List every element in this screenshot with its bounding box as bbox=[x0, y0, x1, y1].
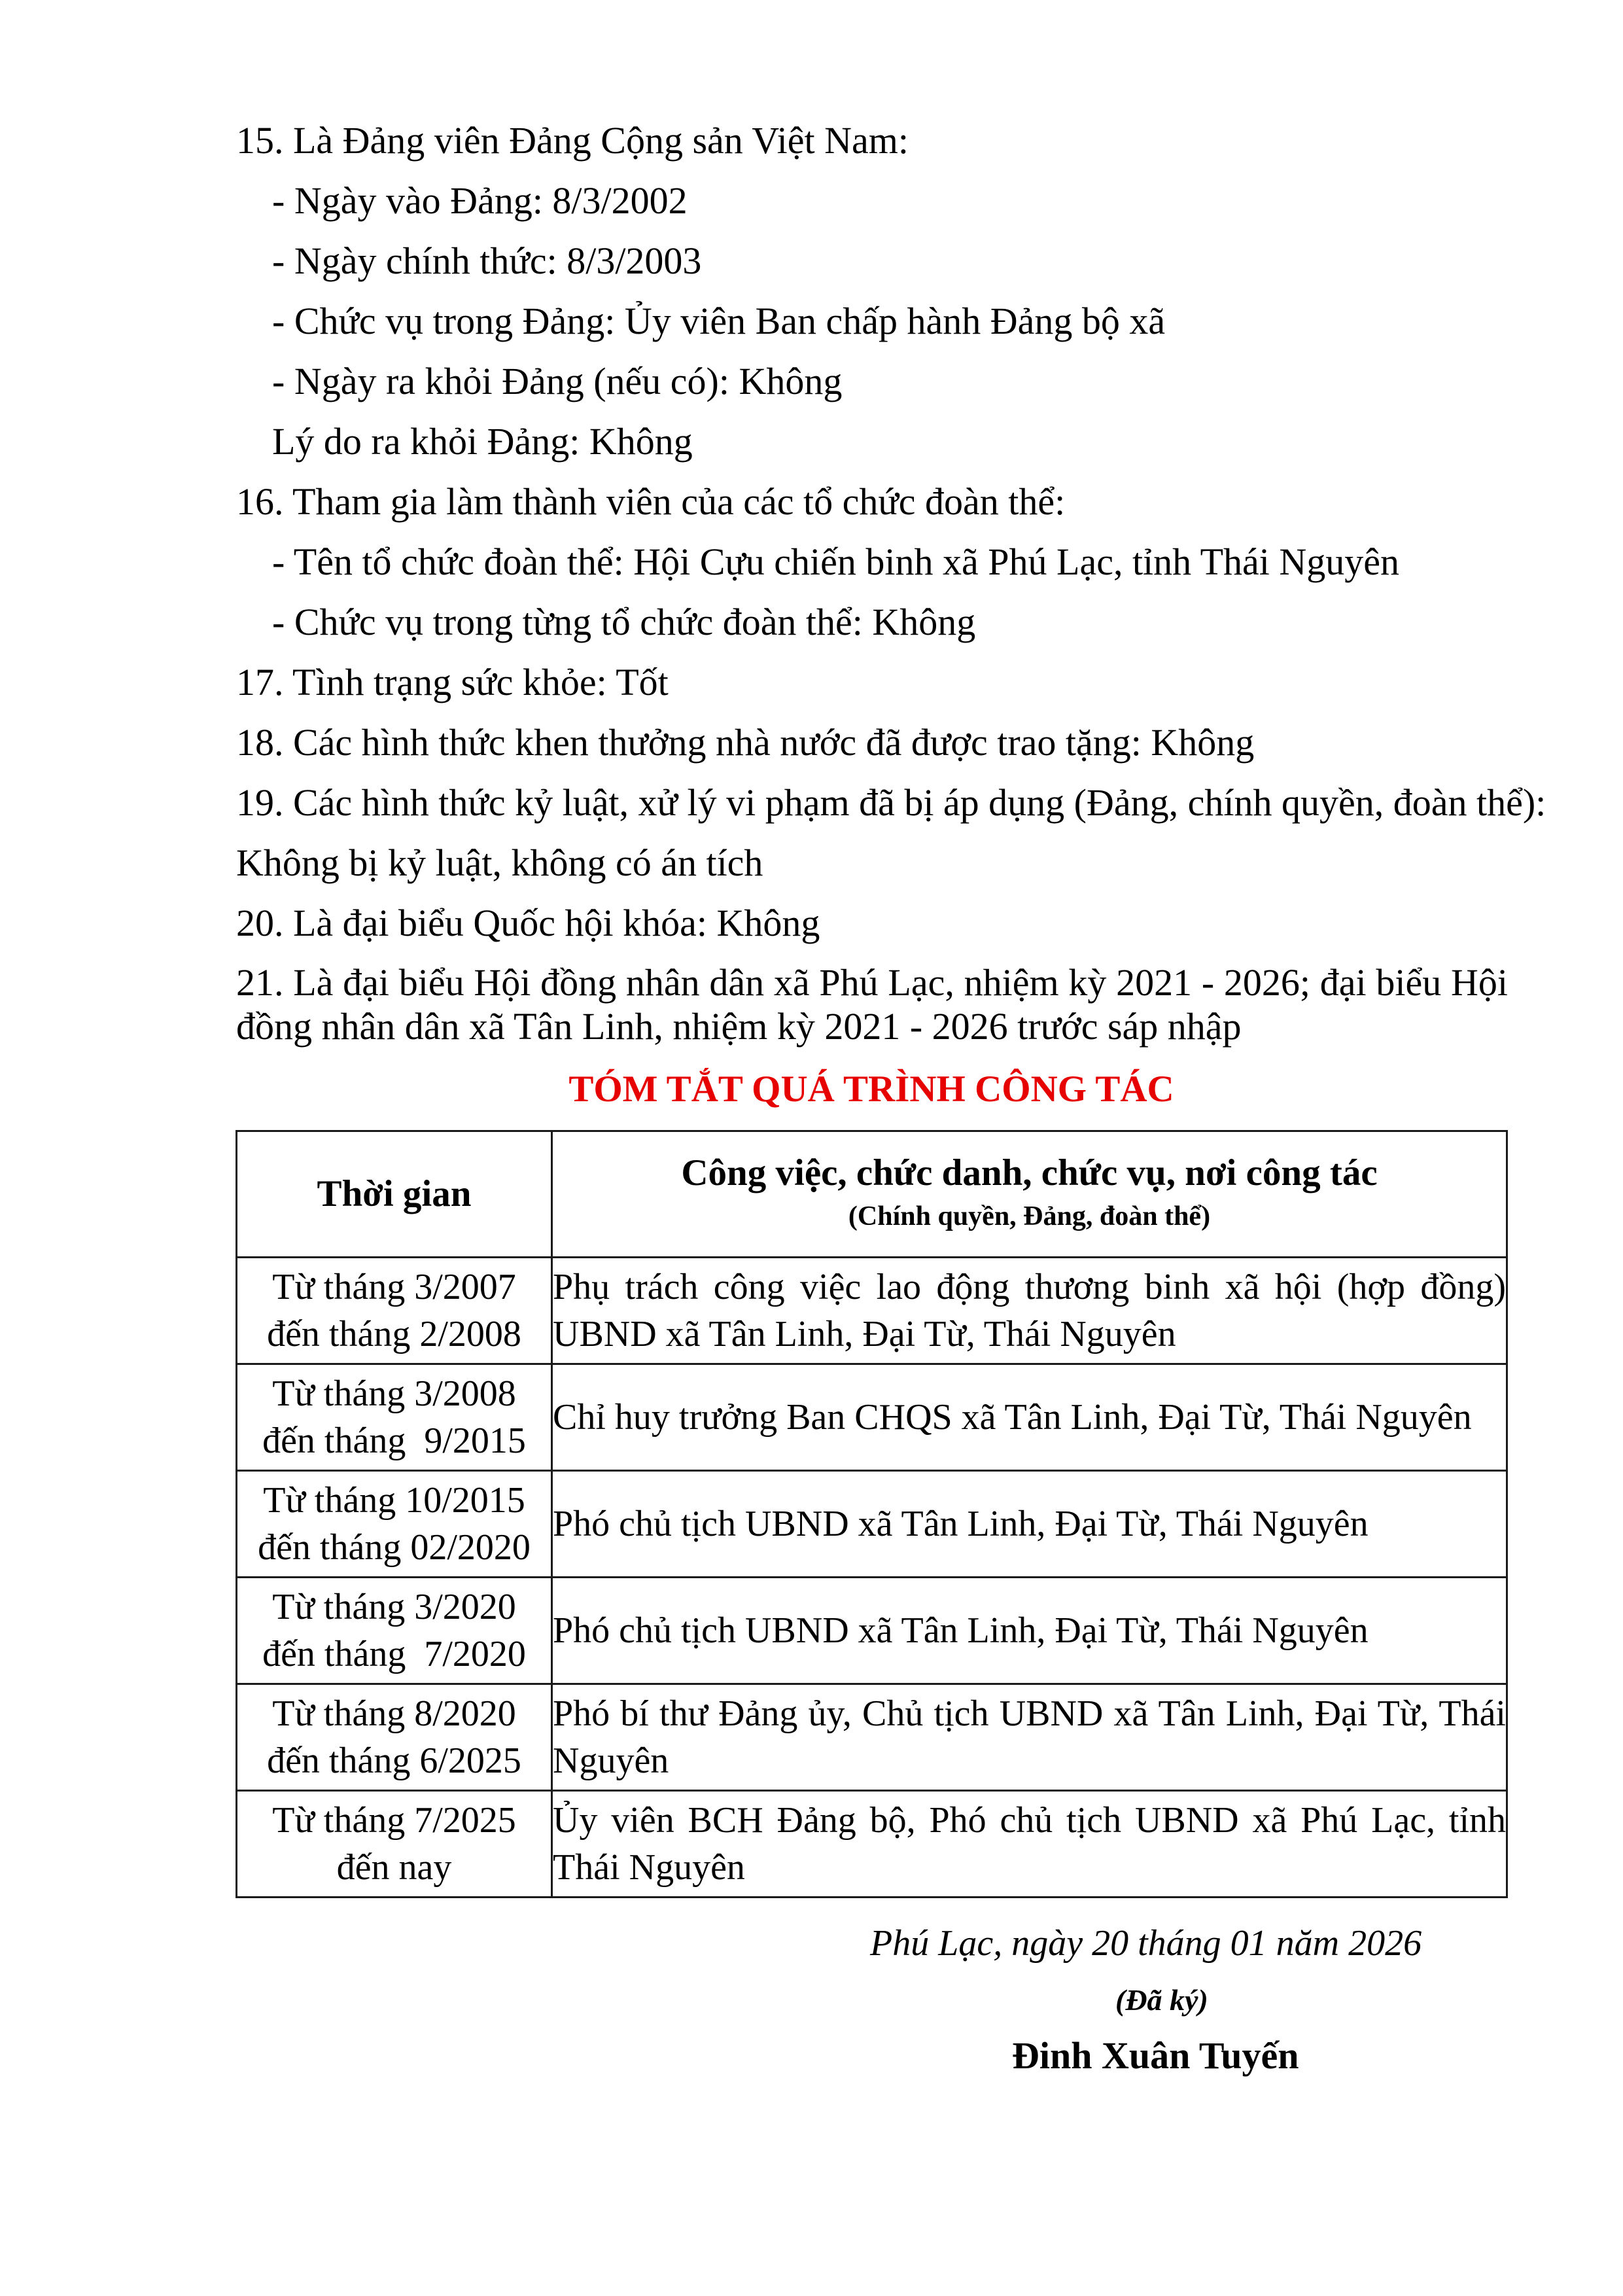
item-17-health: 17. Tình trạng sức khỏe: Tốt bbox=[236, 661, 669, 703]
row-time bbox=[237, 1684, 552, 1791]
item-15-leave-reason: Lý do ra khỏi Đảng: Không bbox=[272, 420, 693, 463]
item-15-party-position: - Chức vụ trong Đảng: Ủy viên Ban chấp hành Đảng bộ xã bbox=[272, 300, 1166, 342]
item-16-org-name: - Tên tổ chức đoàn thể: Hội Cựu chiến binh xã Phú Lạc, tỉnh Thái Nguyên bbox=[272, 540, 1400, 583]
time-from: Từ tháng 7/2025 bbox=[272, 1800, 516, 1841]
header-work-main: Công việc, chức danh, chức vụ, nơi công tác bbox=[681, 1152, 1378, 1193]
item-21-council-delegate: 21. Là đại biểu Hội đồng nhân dân xã Phú Lạc, nhiệm kỳ 2021 - 2026; đại biểu Hội đồng nhân dân xã Tân Linh, nhiệm kỳ 2021 - 2026 trước sáp nhập bbox=[236, 961, 1508, 1048]
work-history-table bbox=[236, 1130, 1508, 1898]
row-work: Phó bí thư Đảng ủy, Chủ tịch UBND xã Tân Linh, Đại Từ, Thái Nguyên bbox=[552, 1684, 1507, 1791]
header-time: Thời gian bbox=[237, 1131, 552, 1258]
signer-name: Đinh Xuân Tuyến bbox=[1012, 2034, 1299, 2077]
time-from: Từ tháng 3/2007 bbox=[272, 1267, 516, 1307]
row-work: Phó chủ tịch UBND xã Tân Linh, Đại Từ, Thái Nguyên bbox=[552, 1578, 1507, 1684]
row-work: Phó chủ tịch UBND xã Tân Linh, Đại Từ, Thái Nguyên bbox=[552, 1471, 1507, 1578]
table-row bbox=[237, 1471, 1507, 1578]
row-work: Ủy viên BCH Đảng bộ, Phó chủ tịch UBND xã Phú Lạc, tỉnh Thái Nguyên bbox=[552, 1791, 1507, 1898]
item-15-official-date: - Ngày chính thức: 8/3/2003 bbox=[272, 239, 702, 282]
item-15-heading: 15. Là Đảng viên Đảng Cộng sản Việt Nam: bbox=[236, 119, 909, 162]
item-18-awards: 18. Các hình thức khen thưởng nhà nước đã được trao tặng: Không bbox=[236, 721, 1255, 764]
row-time bbox=[237, 1258, 552, 1364]
signature-place-date: Phú Lạc, ngày 20 tháng 01 năm 2026 bbox=[870, 1923, 1422, 1964]
time-from: Từ tháng 3/2008 bbox=[272, 1373, 516, 1414]
table-row bbox=[237, 1578, 1507, 1684]
item-15-leave-date: - Ngày ra khỏi Đảng (nếu có): Không bbox=[272, 360, 843, 402]
item-16-heading: 16. Tham gia làm thành viên của các tổ chức đoàn thể: bbox=[236, 480, 1066, 523]
row-time bbox=[237, 1578, 552, 1684]
row-work: Chỉ huy trưởng Ban CHQS xã Tân Linh, Đại Từ, Thái Nguyên bbox=[552, 1364, 1507, 1471]
time-from: Từ tháng 8/2020 bbox=[272, 1693, 516, 1734]
table-row bbox=[237, 1364, 1507, 1471]
signature-signed-note: (Đã ký) bbox=[1115, 1983, 1208, 2017]
table-row bbox=[237, 1684, 1507, 1791]
header-work bbox=[552, 1131, 1507, 1258]
row-time bbox=[237, 1364, 552, 1471]
time-to: đến tháng 02/2020 bbox=[258, 1527, 531, 1568]
row-work: Phụ trách công việc lao động thương binh xã hội (hợp đồng) UBND xã Tân Linh, Đại Từ, Thái Nguyên bbox=[552, 1258, 1507, 1364]
row-time bbox=[237, 1791, 552, 1898]
row-time bbox=[237, 1471, 552, 1578]
item-20-national-assembly: 20. Là đại biểu Quốc hội khóa: Không bbox=[236, 902, 820, 944]
header-work-sub: (Chính quyền, Đảng, đoàn thể) bbox=[848, 1201, 1211, 1231]
item-15-join-date: - Ngày vào Đảng: 8/3/2002 bbox=[272, 179, 688, 222]
time-to: đến tháng 7/2020 bbox=[262, 1634, 526, 1674]
time-to: đến tháng 9/2015 bbox=[262, 1421, 526, 1461]
item-19-value: Không bị kỷ luật, không có án tích bbox=[236, 841, 763, 884]
item-16-org-position: - Chức vụ trong từng tổ chức đoàn thể: Không bbox=[272, 601, 976, 643]
time-to: đến tháng 6/2025 bbox=[267, 1740, 521, 1781]
time-from: Từ tháng 10/2015 bbox=[263, 1480, 525, 1521]
table-row bbox=[237, 1258, 1507, 1364]
table-row bbox=[237, 1791, 1507, 1898]
section-title: TÓM TẮT QUÁ TRÌNH CÔNG TÁC bbox=[568, 1069, 1174, 1110]
table-header-row bbox=[237, 1131, 1507, 1258]
time-to: đến tháng 2/2008 bbox=[267, 1314, 521, 1354]
item-19-heading: 19. Các hình thức kỷ luật, xử lý vi phạm đã bị áp dụng (Đảng, chính quyền, đoàn thể): bbox=[236, 781, 1546, 824]
time-from: Từ tháng 3/2020 bbox=[272, 1587, 516, 1627]
time-to: đến nay bbox=[336, 1847, 452, 1888]
